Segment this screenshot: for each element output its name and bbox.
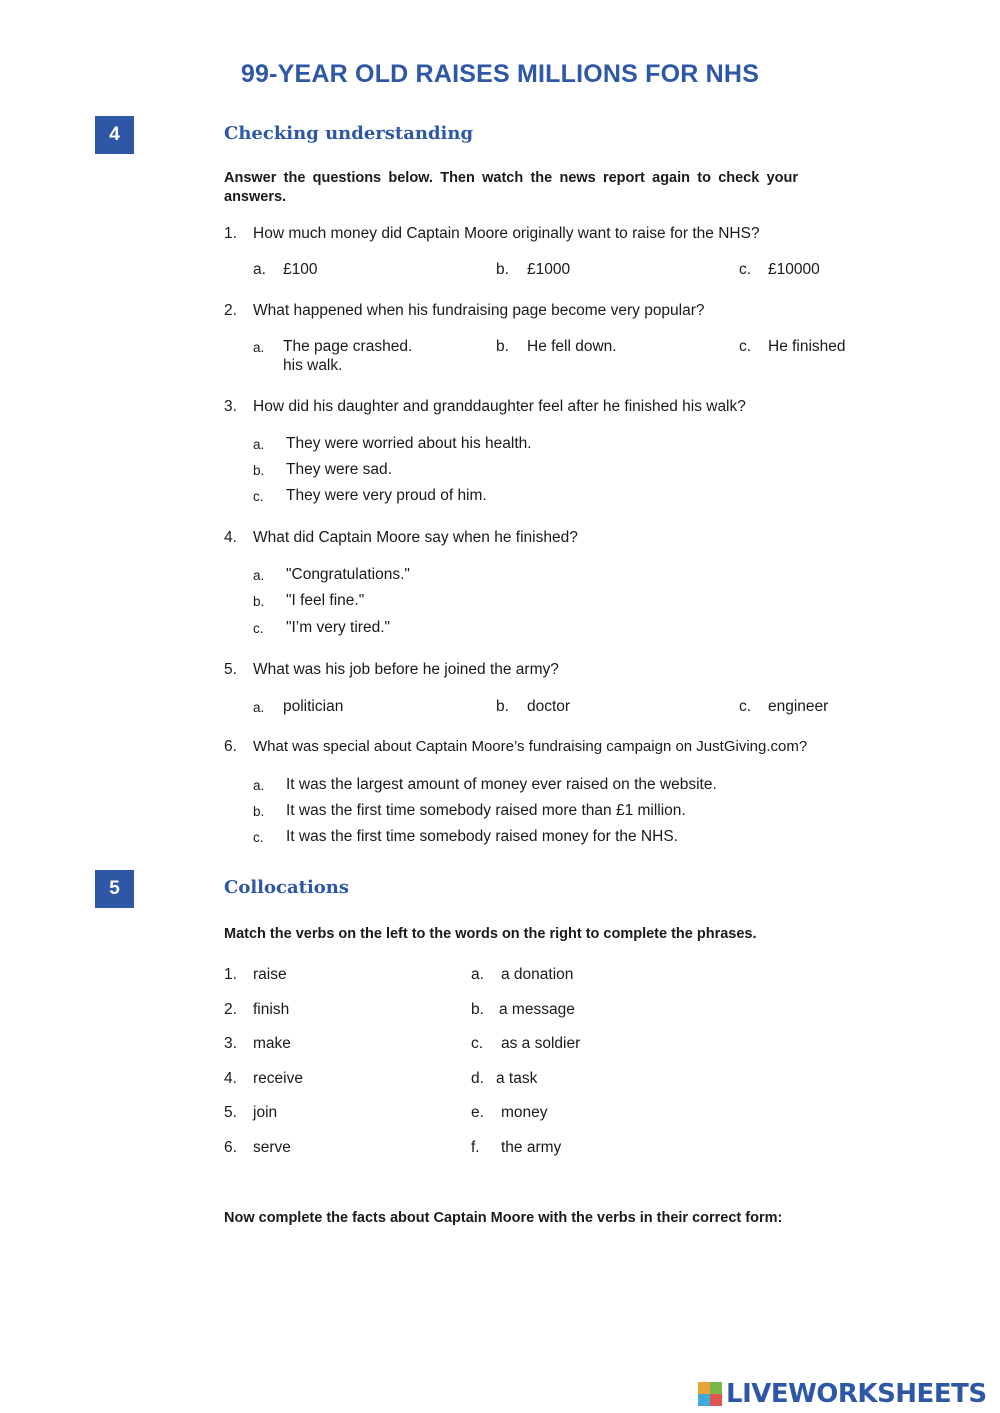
option-letter: c. xyxy=(253,621,264,636)
question-number: 3. xyxy=(224,398,237,415)
question-text: What was special about Captain Moore’s fundraising campaign on JustGiving.com? xyxy=(253,738,808,755)
option-text[interactable]: doctor xyxy=(527,698,571,715)
option-text[interactable]: politician xyxy=(283,698,344,715)
option-letter: c. xyxy=(739,338,752,355)
option-letter: c. xyxy=(739,698,752,715)
word-letter: b. xyxy=(471,1001,484,1018)
verb-item[interactable]: finish xyxy=(253,1001,290,1018)
option-letter: c. xyxy=(739,261,752,278)
verb-number: 4. xyxy=(224,1070,237,1087)
section-heading: Collocations xyxy=(224,877,350,898)
word-letter: a. xyxy=(471,966,484,983)
verb-item[interactable]: receive xyxy=(253,1070,303,1087)
verb-number: 6. xyxy=(224,1139,237,1156)
question-text: What was his job before he joined the army? xyxy=(253,661,559,678)
option-text[interactable]: £1000 xyxy=(527,261,571,278)
question-number: 2. xyxy=(224,302,237,319)
option-text[interactable]: The page crashed. xyxy=(283,338,413,355)
option-letter: b. xyxy=(253,594,265,609)
logo-square xyxy=(698,1394,710,1406)
option-text[interactable]: £100 xyxy=(283,261,318,278)
verb-item[interactable]: join xyxy=(253,1104,278,1121)
option-letter: c. xyxy=(253,489,264,504)
word-letter: c. xyxy=(471,1035,484,1052)
verb-item[interactable]: raise xyxy=(253,966,287,983)
option-text[interactable]: engineer xyxy=(768,698,829,715)
logo-square xyxy=(710,1382,722,1394)
verb-number: 1. xyxy=(224,966,237,983)
verb-number: 3. xyxy=(224,1035,237,1052)
liveworksheets-logo[interactable] xyxy=(698,1380,987,1408)
option-text[interactable]: It was the first time somebody raised money for the NHS. xyxy=(286,828,678,845)
option-letter: a. xyxy=(253,568,265,583)
section-number-badge: 4 xyxy=(95,116,134,154)
section-number-badge: 5 xyxy=(95,870,134,908)
word-letter: d. xyxy=(471,1070,484,1087)
question-number: 6. xyxy=(224,738,237,755)
verb-item[interactable]: serve xyxy=(253,1139,291,1156)
section-instructions: Match the verbs on the left to the words on the right to complete the phrases. xyxy=(224,926,757,942)
option-letter: a. xyxy=(253,778,265,793)
completion-instructions: Now complete the facts about Captain Moore with the verbs in their correct form: xyxy=(224,1210,783,1226)
question-text: What did Captain Moore say when he finished? xyxy=(253,529,578,546)
logo-square xyxy=(710,1394,722,1406)
word-item[interactable]: a donation xyxy=(501,966,574,983)
question-number: 1. xyxy=(224,225,237,242)
option-text[interactable]: They were worried about his health. xyxy=(286,435,532,452)
option-text[interactable]: £10000 xyxy=(768,261,820,278)
verb-number: 2. xyxy=(224,1001,237,1018)
option-text[interactable]: It was the largest amount of money ever raised on the website. xyxy=(286,776,717,793)
option-letter: b. xyxy=(496,261,509,278)
option-text[interactable]: He finished xyxy=(768,338,846,355)
option-letter: b. xyxy=(253,804,265,819)
section-heading: Checking understanding xyxy=(224,123,474,144)
section-instructions: Answer the questions below. Then watch the news report again to check your answers. xyxy=(224,170,798,205)
option-letter: a. xyxy=(253,340,265,355)
option-text[interactable]: They were very proud of him. xyxy=(286,487,487,504)
option-letter: a. xyxy=(253,437,265,452)
option-text[interactable]: "Congratulations." xyxy=(286,566,410,583)
option-letter: b. xyxy=(496,698,509,715)
word-item[interactable]: a task xyxy=(496,1070,538,1087)
page-title: 99-YEAR OLD RAISES MILLIONS FOR NHS xyxy=(240,60,760,88)
question-text: How did his daughter and granddaughter feel after he finished his walk? xyxy=(253,398,746,415)
option-text[interactable]: "I’m very tired." xyxy=(286,619,391,636)
option-text[interactable]: It was the first time somebody raised more than £1 million. xyxy=(286,802,686,819)
word-item[interactable]: money xyxy=(501,1104,548,1121)
word-item[interactable]: as a soldier xyxy=(501,1035,581,1052)
logo-square xyxy=(698,1382,710,1394)
logo-mark-icon xyxy=(698,1382,722,1406)
option-letter: a. xyxy=(253,261,266,278)
word-item[interactable]: a message xyxy=(499,1001,575,1018)
question-number: 5. xyxy=(224,661,237,678)
question-number: 4. xyxy=(224,529,237,546)
question-text: What happened when his fundraising page become very popular? xyxy=(253,302,705,319)
verb-number: 5. xyxy=(224,1104,237,1121)
option-text[interactable]: He fell down. xyxy=(527,338,617,355)
verb-item[interactable]: make xyxy=(253,1035,291,1052)
option-letter: c. xyxy=(253,830,264,845)
word-letter: f. xyxy=(471,1139,480,1156)
option-text-continued: his walk. xyxy=(283,357,343,374)
option-text[interactable]: They were sad. xyxy=(286,461,392,478)
option-letter: b. xyxy=(496,338,509,355)
word-item[interactable]: the army xyxy=(501,1139,562,1156)
logo-text: LIVEWORKSHEETS xyxy=(726,1379,987,1409)
option-letter: b. xyxy=(253,463,265,478)
option-text[interactable]: "I feel fine." xyxy=(286,592,365,609)
option-letter: a. xyxy=(253,700,265,715)
word-letter: e. xyxy=(471,1104,484,1121)
question-text: How much money did Captain Moore originally want to raise for the NHS? xyxy=(253,225,760,242)
